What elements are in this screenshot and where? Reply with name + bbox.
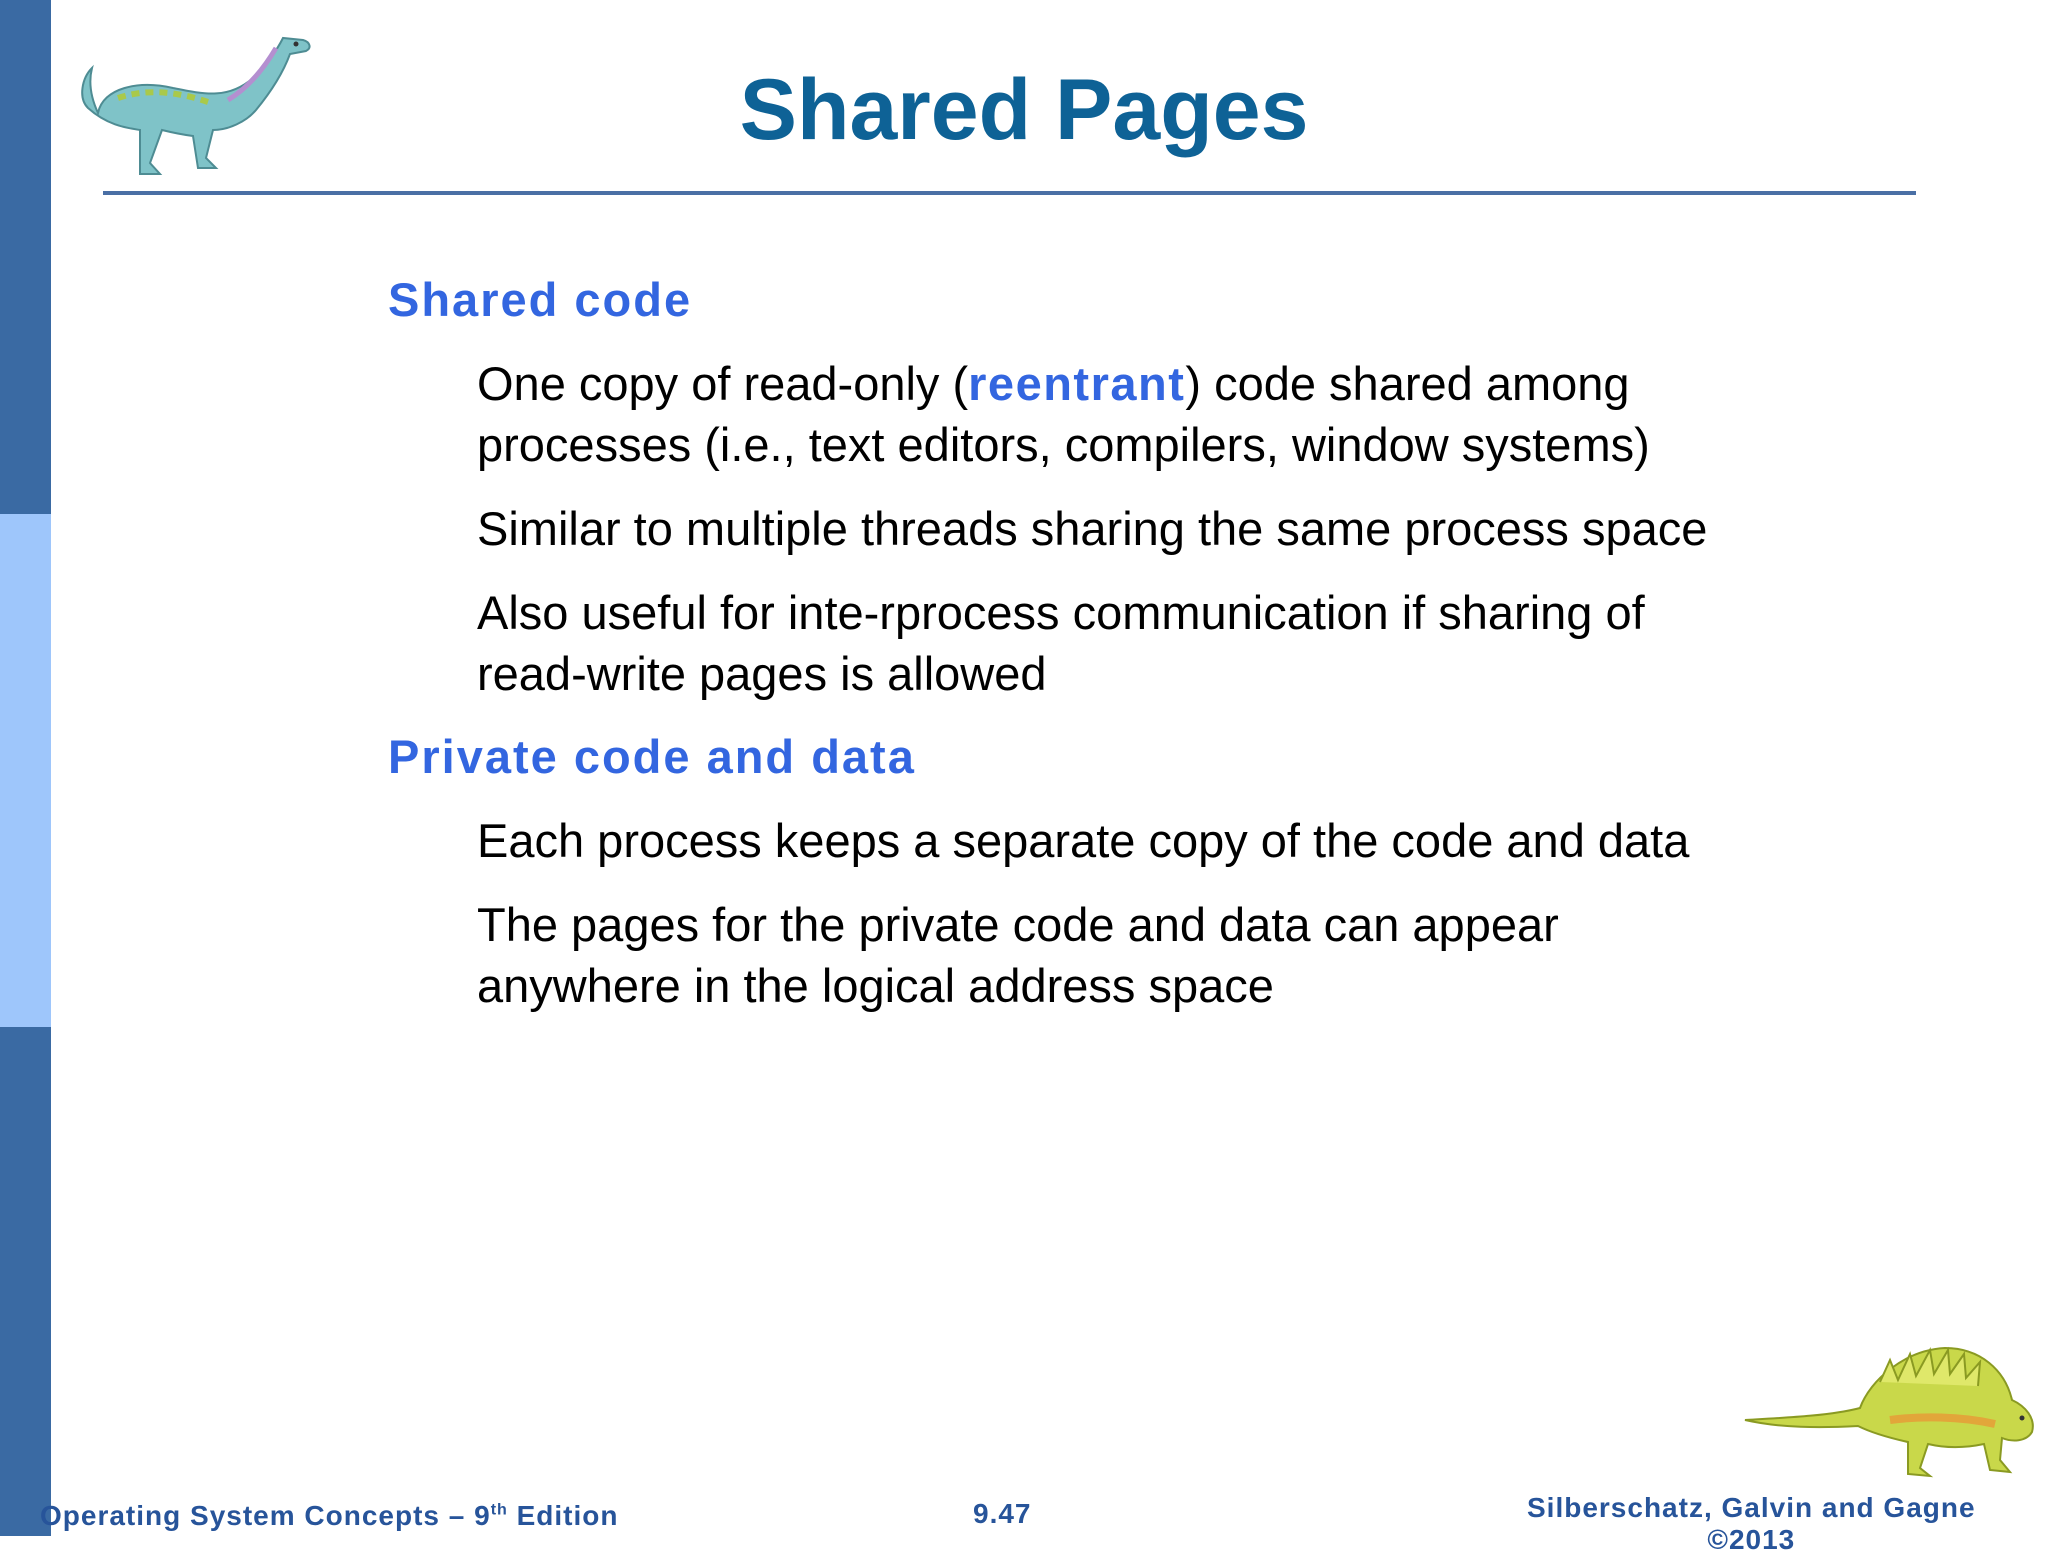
footer-copyright: ©2013 (1707, 1524, 1796, 1555)
bullet-text: One copy of read-only ( (477, 357, 969, 410)
footer-text: Operating System Concepts – 9 (40, 1500, 491, 1531)
bullet-text: ) code shared among (1185, 357, 1630, 410)
bullet-private-code-1: Each process keeps a separate copy of the code and data (477, 814, 1690, 867)
title-underline (103, 191, 1916, 195)
footer-authors-text: Silberschatz, Galvin and Gagne (1527, 1492, 1976, 1523)
footer-authors (1527, 1492, 1976, 1556)
bullet-private-code-2-line1: The pages for the private code and data can appear (477, 898, 1559, 951)
emphasized-term: reentrant (968, 357, 1186, 410)
left-sidebar (0, 0, 51, 1536)
bullet-shared-code-1-line2: processes (i.e., text editors, compilers, window systems) (477, 418, 1650, 471)
sidebar-segment-bottom (0, 1027, 51, 1536)
bullet-shared-code-2: Similar to multiple threads sharing the same process space (477, 502, 1708, 555)
footer-page-number: 9.47 (973, 1498, 1032, 1529)
footer-superscript: th (490, 1501, 508, 1519)
footer-book-title (40, 1500, 618, 1532)
bullet-shared-code-3-line2: read-write pages is allowed (477, 647, 1047, 700)
bullet-shared-code-1-line1 (477, 353, 1630, 414)
bullet-private-code-2-line2: anywhere in the logical address space (477, 959, 1274, 1012)
sidebar-segment-middle (0, 514, 51, 1027)
footer-text: Edition (507, 1500, 619, 1531)
bullet-shared-code-3-line1: Also useful for inte-rprocess communication if sharing of (477, 586, 1645, 639)
section-heading-private-code: Private code and data (388, 730, 916, 783)
slide-title: Shared Pages (739, 62, 1309, 158)
dinosaur-bottom-right-icon (1740, 1320, 2040, 1480)
section-heading-shared-code: Shared code (388, 273, 693, 326)
